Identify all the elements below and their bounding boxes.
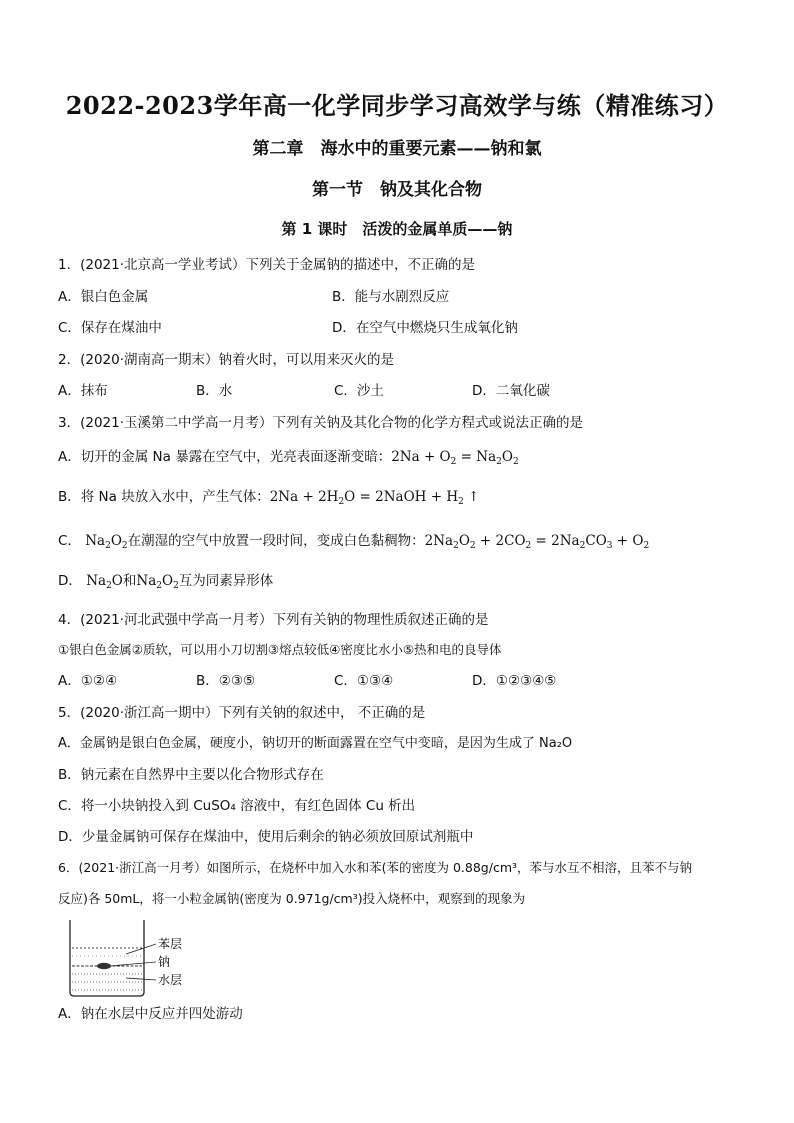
water-leader xyxy=(126,978,156,980)
q2-option-a: A．抹布 xyxy=(58,383,108,399)
q3-option-d-formula-2: $Na_2O_2$ xyxy=(136,573,179,591)
q3-option-c-text: 在潮湿的空气中放置一段时间，变成白色黏稠物： xyxy=(127,533,425,549)
q5-option-a: A．金属钠是银白色金属，硬度小，钠切开的断面露置在空气中变暗，是因为生成了 Na₂O xyxy=(58,736,573,751)
q6-stem-line-2: 反应)各 50mL，将一小粒金属钠(密度为 0.971g/cm³)投入烧杯中，观察到的现象为 xyxy=(58,891,526,906)
q3-option-b-text: B．将 Na 块放入水中，产生气体： xyxy=(58,489,270,505)
q3-option-d xyxy=(58,572,273,595)
q3-option-a-text: A．切开的金属 Na 暴露在空气中，光亮表面逐渐变暗： xyxy=(58,449,392,465)
sodium-piece xyxy=(97,963,111,969)
label-benzene-layer: 苯层 xyxy=(158,937,183,951)
q1-stem: 1．(2021·北京高一学业考试）下列关于金属钠的描述中，不正确的是 xyxy=(58,257,476,273)
q3-option-b xyxy=(58,488,479,511)
q4-option-d: D．①②③④⑤ xyxy=(472,673,557,689)
q3-option-d-text: 互为同素异形体 xyxy=(178,573,274,589)
q4-option-a: A．①②④ xyxy=(58,673,118,689)
q3-option-a xyxy=(58,448,519,471)
lesson-title: 第 1 课时 活泼的金属单质——钠 xyxy=(281,220,513,238)
q1-option-b: B．能与水剧烈反应 xyxy=(332,289,450,305)
q3-option-d-label: D． xyxy=(58,573,82,589)
q2-stem: 2．(2020·湖南高一期末）钠着火时，可以用来灭火的是 xyxy=(58,352,395,368)
q2-option-d: D．二氧化碳 xyxy=(472,383,550,399)
q3-option-c-label: C． xyxy=(58,533,81,549)
q3-option-d-and: 和 xyxy=(122,573,137,589)
beaker-figure xyxy=(64,918,224,998)
q5-option-b: B．钠元素在自然界中主要以化合物形式存在 xyxy=(58,767,324,783)
label-sodium: 钠 xyxy=(158,955,171,969)
label-water-layer: 水层 xyxy=(158,973,183,987)
q3-option-d-formula-1: $Na_2O$ xyxy=(81,573,123,591)
q3-option-c xyxy=(58,532,649,555)
q2-option-b: B．水 xyxy=(196,383,233,399)
q5-option-c: C．将一小块钠投入到 CuSO₄ 溶液中，有红色固体 Cu 析出 xyxy=(58,798,416,814)
q2-option-c: C．沙土 xyxy=(334,383,384,399)
sodium-leader xyxy=(110,962,156,966)
q4-option-c: C．①③④ xyxy=(334,673,394,689)
q3-stem: 3．(2021·玉溪第二中学高一月考）下列有关钠及其化合物的化学方程式或说法正确的是 xyxy=(58,415,584,431)
q3-option-c-formula: $Na_2O_2$ xyxy=(80,533,128,551)
q1-option-d: D．在空气中燃烧只生成氧化钠 xyxy=(332,320,518,336)
q3-option-a-equation: $2Na + O_2 = Na_2O_2$ xyxy=(391,449,519,467)
chapter-title: 第二章 海水中的重要元素——钠和氯 xyxy=(252,139,542,159)
q1-option-a: A．银白色金属 xyxy=(58,289,149,305)
q5-stem: 5．(2020·浙江高一期中）下列有关钠的叙述中， 不正确的是 xyxy=(58,705,426,721)
q4-stem: 4．(2021·河北武强中学高一月考）下列有关钠的物理性质叙述正确的是 xyxy=(58,612,489,628)
q4-property-list: ①银白色金属②质软，可以用小刀切割③熔点较低④密度比水小⑤热和电的良导体 xyxy=(58,642,502,657)
q3-option-b-equation: $2Na + 2H_2O$ = 2NaOH + $H_2$ ↑ xyxy=(269,489,480,507)
benzene-leader xyxy=(126,944,156,954)
q3-option-c-equation: $2Na_2O_2 + 2CO_2 = 2Na_2CO_3 + O_2$ xyxy=(424,533,650,551)
q5-option-d: D．少量金属钠可保存在煤油中，使用后剩余的钠必须放回原试剂瓶中 xyxy=(58,829,474,845)
q6-option-a: A．钠在水层中反应并四处游动 xyxy=(58,1006,243,1022)
q4-option-b: B．②③⑤ xyxy=(196,673,256,689)
worksheet-title: 2022-2023学年高一化学同步学习高效学与练（精准练习） xyxy=(65,91,729,120)
q6-stem-line-1: 6．(2021·浙江高一月考）如图所示，在烧杯中加入水和苯(苯的密度为 0.88g/cm³，苯与水互不相溶，且苯不与钠 xyxy=(58,860,693,875)
q1-option-c: C．保存在煤油中 xyxy=(58,320,162,336)
beaker-outline xyxy=(70,920,144,996)
section-title: 第一节 钠及其化合物 xyxy=(312,180,482,200)
